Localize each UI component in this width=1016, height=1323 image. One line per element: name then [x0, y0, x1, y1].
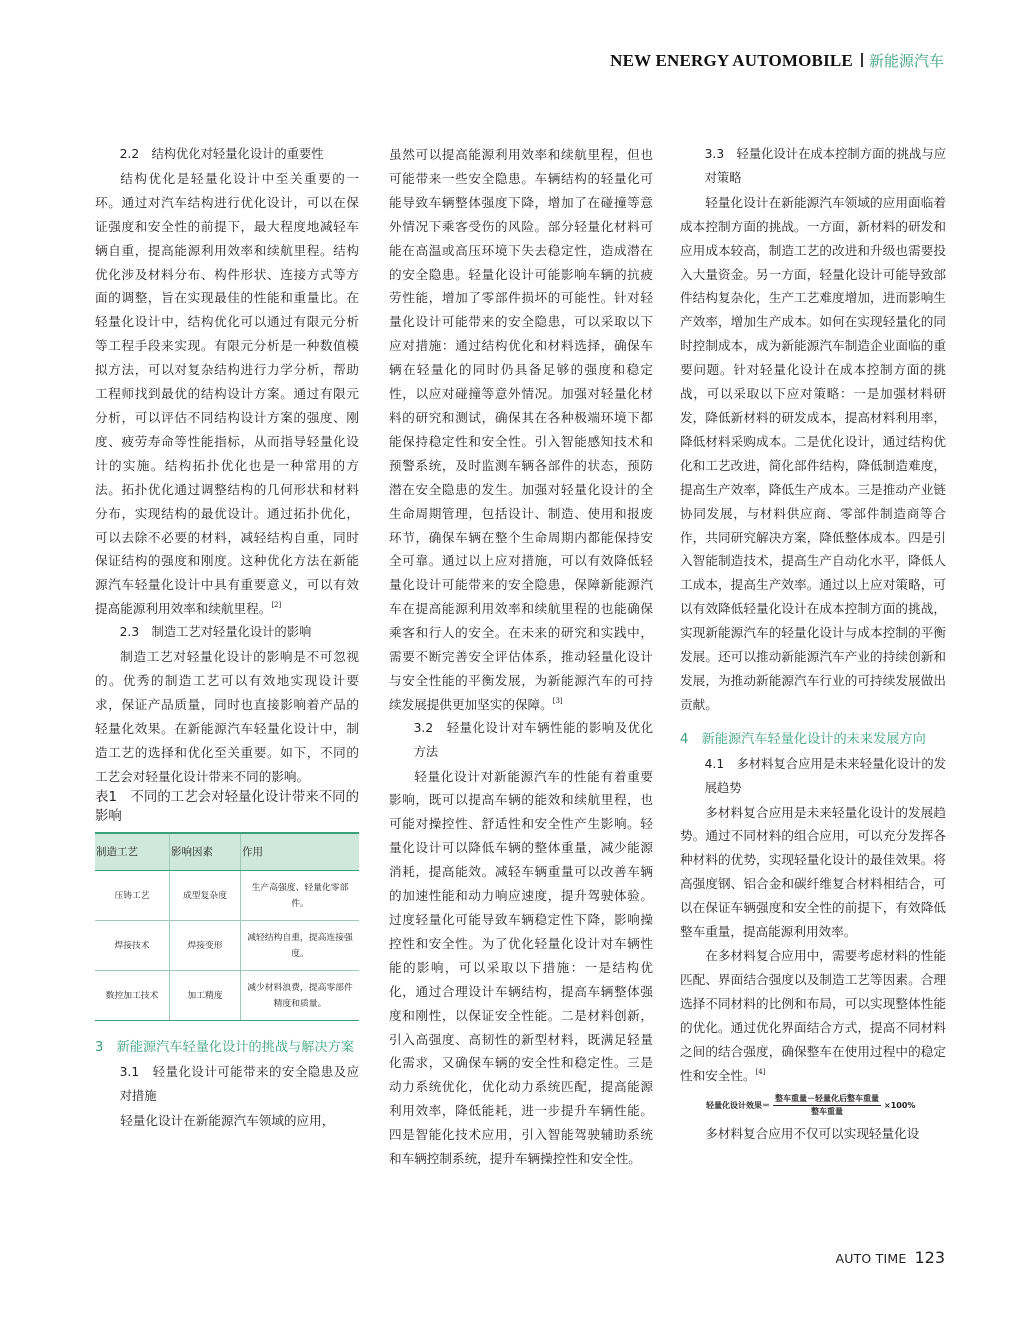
process-impact-table — [95, 832, 359, 1021]
section-2-3-title: 2.3 制造工艺对轻量化设计的影响 — [119, 625, 312, 640]
citation: [4] — [755, 1067, 766, 1076]
citation: [3] — [552, 696, 563, 705]
table-header-cell: 制造工艺 — [95, 833, 170, 871]
section-3-title: 3 新能源汽车轻量化设计的挑战与解决方案 — [95, 1040, 354, 1056]
lightweight-effect-formula — [706, 1093, 946, 1118]
section-4-1-paragraph: 在多材料复合应用中，需要考虑材料的性能匹配、界面结合强度以及制造工艺等因素。合理选择不同材料的比例和布局，可以实现整体性能的优化。通过优化界面结合方式，提高不同材料之间的结合强度，确保整车在使用过程中的稳定性和安全性。[4] — [680, 948, 946, 1083]
section-4-1-paragraph: 多材料复合应用是未来轻量化设计的发展趋势。通过不同材料的组合应用，可以充分发挥各种材料的优势，实现轻量化设计的最佳效果。将高强度钢、铝合金和碳纤维复合材料相结合，可以在保证车辆强度和安全性的前提下，有效降低整车重量，提高能源利用效率。 — [680, 804, 946, 940]
running-header — [610, 50, 944, 71]
section-3-1-body: 轻量化设计在新能源汽车领域的应用， — [120, 1113, 335, 1129]
column-right — [680, 143, 946, 1146]
table-cell: 焊接变形 — [170, 921, 241, 971]
table-1-title: 表1 不同的工艺会对轻量化设计带来不同的影响 — [95, 790, 359, 825]
table-cell: 数控加工技术 — [95, 971, 170, 1021]
table-header-cell: 影响因素 — [170, 833, 241, 871]
section-3-2-body: 轻量化设计对新能源汽车的性能有着重要影响，既可以提高车辆的能效和续航里程，也可能对操控性、舒适性和安全性产生影响。轻量化设计可以降低车辆的整体重量，减少能源消耗，提高能效。减轻车辆重量可以改善车辆的加速性能和动力响应速度，提升驾驶体验。过度轻量化可能导致车辆稳定性下降，影响操控性和安全性。为了优化轻量化设计对车辆性能的影响，可以采取以下措施：一是结构优化，通过合理设计车辆结构，提高车辆整体强度和刚性，以保证安全性能。二是材料创新，引入高强度、高韧性的新型材料，既满足轻量化需求，又确保车辆的安全性和稳定性。三是动力系统优化，优化动力系统匹配，提高能源利用效率，降低能耗，进一步提升车辆性能。四是智能化技术应用，引入智能驾驶辅助系统和车辆控制系统，提升车辆操控性和安全性。 — [389, 768, 653, 1167]
formula-fraction — [773, 1093, 881, 1118]
section-3-3-title: 3.3 轻量化设计在成本控制方面的挑战与应对策略 — [704, 147, 946, 185]
footer-brand: AUTO TIME — [835, 1251, 907, 1266]
section-3-1-title: 3.1 轻量化设计可能带来的安全隐患及应对措施 — [119, 1065, 359, 1104]
table-row — [95, 871, 359, 921]
table-cell: 减轻结构自重，提高连接强度。 — [241, 921, 360, 971]
section-4-1-title: 4.1 多材料复合应用是未来轻量化设计的发展趋势 — [704, 756, 946, 795]
column-middle — [389, 143, 653, 1171]
section-3-1-body-continued: 虽然可以提高能源利用效率和续航里程，但也可能带来一些安全隐患。车辆结构的轻量化可能导致车辆整体强度下降，增加了在碰撞等意外情况下乘客受伤的风险。部分轻量化材料可能在高温或高压环境下失去稳定性，造成潜在的安全隐患。轻量化设计可能影响车辆的抗疲劳性能，增加了零部件损坏的可能性。针对轻量化设计可能带来的安全隐患，可以采取以下应对措施：通过结构优化和材料选择，确保车辆在轻量化的同时仍具备足够的强度和稳定性，以应对碰撞等意外情况。加强对轻量化材料的研究和测试，确保其在各种极端环境下都能保持稳定性和安全性。引入智能感知技术和预警系统，及时监测车辆各部件的状态，预防潜在安全隐患的发生。加强对轻量化设计的全生命周期管理，包括设计、制造、使用和报废环节，确保车辆在整个生命周期内都能保持安全可靠。通过以上应对措施，可以有效降低轻量化设计可能带来的安全隐患，保障新能源汽车在提高能源利用效率和续航里程的也能确保乘客和行人的安全。在未来的研究和实践中，需要不断完善安全评估体系，推动轻量化设计与安全性能的平衡发展，为新能源汽车的可持续发展提供更加坚实的保障。[3] — [389, 147, 653, 712]
table-row — [95, 971, 359, 1021]
formula-rhs: ×100% — [884, 1100, 916, 1110]
section-2-2-body: 结构优化是轻量化设计中至关重要的一环。通过对汽车结构进行优化设计，可以在保证强度和安全性的前提下，最大程度地减轻车辆自重，提高能源利用效率和续航里程。结构优化涉及材料分布、构件形状、连接方式等方面的调整，旨在实现最佳的性能和重量比。在轻量化设计中，结构优化可以通过有限元分析等工程手段来实现。有限元分析是一种数值模拟方法，可以对复杂结构进行力学分析，帮助工程师找到最优的结构设计方案。通过有限元分析，可以评估不同结构设计方案的强度、刚度、疲劳寿命等性能指标，从而指导轻量化设计的实施。结构拓扑优化也是一种常用的方法。拓扑优化通过调整结构的几何形状和材料分布，实现结构的最优设计。通过拓扑优化，可以去除不必要的材料，减轻结构自重，同时保证结构的强度和刚度。这种优化方法在新能源汽车轻量化设计中具有重要意义，可以有效提高能源利用效率和续航里程。[2] — [95, 170, 359, 617]
formula-lhs: 轻量化设计效果＝ — [706, 1100, 770, 1110]
table-cell: 压铸工艺 — [95, 871, 170, 921]
table-row — [95, 921, 359, 971]
section-2-2-title: 2.2 结构优化对轻量化设计的重要性 — [119, 147, 324, 161]
section-3-2-title: 3.2 轻量化设计对车辆性能的影响及优化方法 — [413, 720, 653, 759]
section-4-title: 4 新能源汽车轻量化设计的未来发展方向 — [680, 731, 926, 747]
table-cell: 减少材料浪费，提高零部件精度和质量。 — [241, 971, 360, 1021]
header-chinese-title: 新能源汽车 — [868, 52, 944, 70]
column-left — [95, 143, 359, 1133]
section-4-1-paragraph: 多材料复合应用不仅可以实现轻量化设 — [705, 1126, 920, 1142]
table-header-row — [95, 833, 359, 871]
table-cell: 焊接技术 — [95, 921, 170, 971]
header-english-title: NEW ENERGY AUTOMOBILE — [610, 51, 853, 70]
table-cell: 加工精度 — [170, 971, 241, 1021]
formula-numerator: 整车重量－轻量化后整车重量 — [773, 1093, 881, 1106]
table-cell: 生产高强度、轻量化零部件。 — [241, 871, 360, 921]
header-separator — [861, 53, 863, 67]
page-number: 123 — [914, 1248, 945, 1267]
section-2-3-body: 制造工艺对轻量化设计的影响是不可忽视的。优秀的制造工艺可以有效地实现设计要求，保证产品质量，同时也直接影响着产品的轻量化效果。在新能源汽车轻量化设计中，制造工艺的选择和优化至关重要。如下，不同的工艺会对轻量化设计带来不同的影响。 — [95, 649, 359, 784]
page-footer — [836, 1248, 946, 1267]
section-3-3-body: 轻量化设计在新能源汽车领域的应用面临着成本控制方面的挑战。一方面，新材料的研发和应用成本较高，制造工艺的改进和升级也需要投入大量资金。另一方面，轻量化设计可能导致部件结构复杂化，生产工艺难度增加，进而影响生产效率，增加生产成本。如何在实现轻量化的同时控制成本，成为新能源汽车制造企业面临的重要问题。针对轻量化设计在成本控制方面的挑战，可以采取以下应对策略：一是加强材料研发，降低新材料的研发成本，提高材料利用率，降低材料采购成本。二是优化设计，通过结构优化和工艺改进，简化部件结构，降低制造难度，提高生产效率，降低生产成本。三是推动产业链协同发展，与材料供应商、零部件制造商等合作，共同研究解决方案，降低整体成本。四是引入智能制造技术，提高生产自动化水平，降低人工成本，提高生产效率。通过以上应对策略，可以有效降低轻量化设计在成本控制方面的挑战，实现新能源汽车的轻量化设计与成本控制的平衡发展。还可以推动新能源汽车产业的持续创新和发展，为推动新能源汽车行业的可持续发展做出贡献。 — [680, 194, 946, 712]
formula-denominator: 整车重量 — [811, 1107, 843, 1117]
table-cell: 成型复杂度 — [170, 871, 241, 921]
citation: [2] — [271, 601, 282, 610]
table-header-cell: 作用 — [241, 833, 360, 871]
